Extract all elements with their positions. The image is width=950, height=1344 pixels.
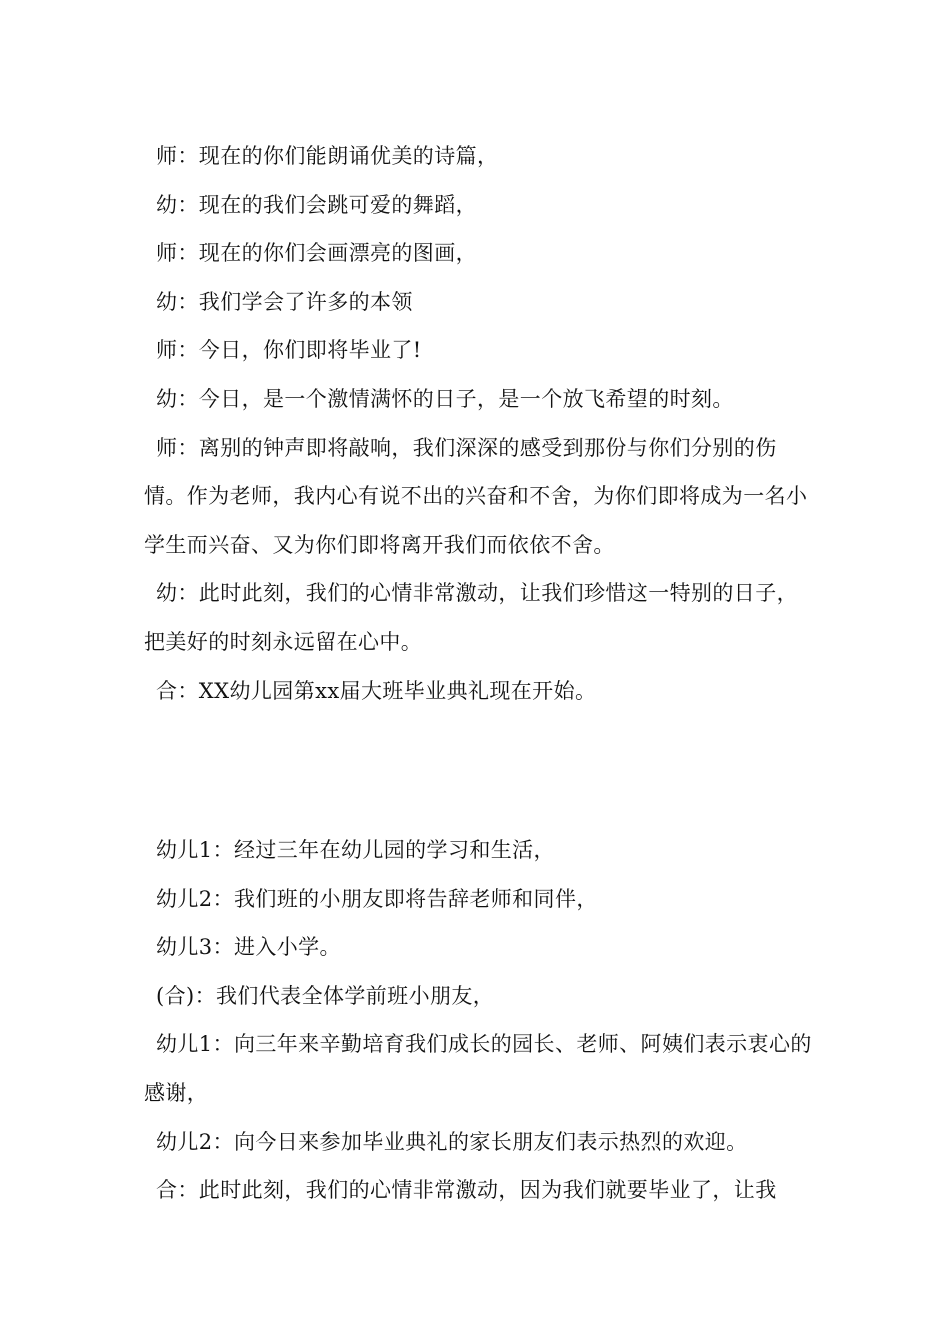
- dialogue-line: 合：XX幼儿园第xx届大班毕业典礼现在开始。: [156, 678, 597, 703]
- dialogue-line: 幼儿1：经过三年在幼儿园的学习和生活，: [156, 838, 555, 862]
- dialogue-line: 师：今日，你们即将毕业了!: [156, 338, 422, 363]
- dialogue-line: 幼：今日，是一个激情满怀的日子，是一个放飞希望的时刻。: [156, 386, 734, 411]
- dialogue-line: 幼儿1：向三年来辛勤培育我们成长的园长、老师、阿姨们表示衷心的感谢，: [144, 1032, 812, 1105]
- dialogue-line: (合)：我们代表全体学前班小朋友，: [156, 983, 495, 1008]
- dialogue-line: 师：现在的你们会画漂亮的图画，: [156, 241, 477, 266]
- dialogue-line: 幼儿3：进入小学。: [156, 935, 341, 960]
- script-section-opening: [144, 132, 816, 715]
- dialogue-line: 幼：此时此刻，我们的心情非常激动，让我们珍惜这一特别的日子，把美好的时刻永远留在心中。: [144, 581, 798, 654]
- dialogue-line: 师：离别的钟声即将敲响，我们深深的感受到那份与你们分别的伤情。作为老师，我内心有说不出的兴奋和不舍，为你们即将成为一名小学生而兴奋、又为你们即将离开我们而依依不舍。: [144, 435, 808, 557]
- dialogue-line: 师：现在的你们能朗诵优美的诗篇，: [156, 144, 499, 168]
- dialogue-line: 幼儿2：向今日来参加毕业典礼的家长朋友们表示热烈的欢迎。: [156, 1129, 748, 1154]
- dialogue-line: 合：此时此刻，我们的心情非常激动，因为我们就要毕业了，让我: [156, 1178, 777, 1203]
- dialogue-line: 幼：现在的我们会跳可爱的舞蹈，: [156, 192, 477, 217]
- dialogue-line: 幼儿2：我们班的小朋友即将告辞老师和同伴，: [156, 886, 598, 911]
- script-section-children: [144, 826, 816, 1215]
- dialogue-line: 幼：我们学会了许多的本领: [156, 289, 413, 314]
